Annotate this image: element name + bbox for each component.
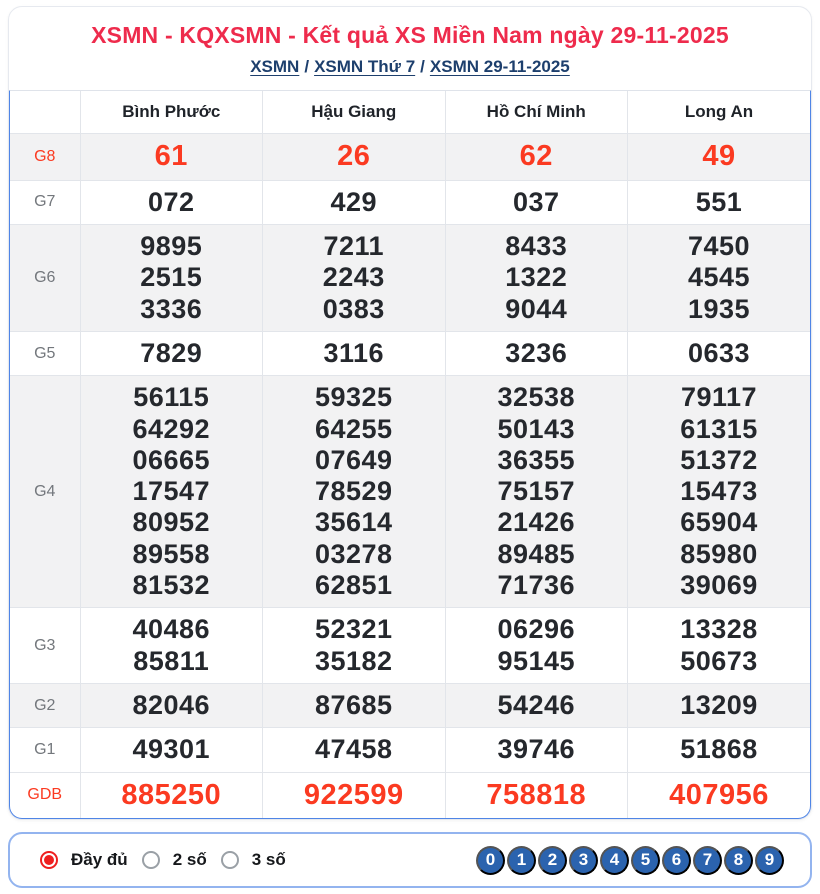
table-row (10, 180, 810, 224)
province-column-header: Hậu Giang (263, 91, 446, 134)
prize-number: 49301 (132, 734, 211, 765)
prize-cell (445, 134, 628, 181)
prize-cell (263, 180, 446, 224)
prize-cell (445, 376, 628, 608)
prize-number: 758818 (486, 778, 587, 811)
digit-button[interactable]: 2 (538, 846, 567, 875)
prize-number: 35182 (314, 645, 393, 676)
results-table-section (8, 90, 812, 820)
prize-label: G4 (10, 376, 80, 608)
prize-cell (628, 134, 811, 181)
prize-number: 7450 (687, 230, 751, 261)
prize-cell (80, 224, 263, 331)
prize-cell (628, 376, 811, 608)
prize-number: 71736 (497, 570, 576, 601)
column-header-row (10, 91, 810, 134)
prize-number: 32538 (497, 382, 576, 413)
prize-number: 13328 (680, 614, 758, 645)
prize-number: 80952 (132, 507, 211, 538)
results-table (10, 91, 810, 818)
radio-icon[interactable] (142, 851, 160, 869)
display-mode-option[interactable] (221, 850, 286, 870)
province-column-header: Bình Phước (80, 91, 263, 134)
digit-button[interactable]: 3 (569, 846, 598, 875)
radio-icon[interactable] (221, 851, 239, 869)
prize-number: 81532 (132, 570, 211, 601)
prize-number: 50143 (497, 413, 576, 444)
prize-cell (263, 224, 446, 331)
table-row (10, 331, 810, 375)
results-body (10, 134, 810, 819)
prize-cell (80, 772, 263, 818)
prize-number: 17547 (132, 476, 211, 507)
table-row (10, 224, 810, 331)
prize-number: 89485 (497, 538, 576, 569)
prize-number: 26 (337, 140, 371, 172)
prize-number: 0633 (687, 337, 751, 368)
table-row (10, 134, 810, 181)
prize-number: 62851 (314, 570, 393, 601)
prize-number: 922599 (303, 778, 404, 811)
prize-number: 62 (519, 140, 553, 172)
prize-number: 64255 (314, 413, 393, 444)
prize-number: 1935 (687, 293, 751, 324)
prize-label: G8 (10, 134, 80, 181)
province-column-header: Hồ Chí Minh (445, 91, 628, 134)
digit-button[interactable]: 6 (662, 846, 691, 875)
prize-number: 3236 (505, 337, 568, 368)
prize-number: 40486 (132, 614, 211, 645)
digit-button[interactable]: 7 (693, 846, 722, 875)
prize-number: 39069 (680, 570, 758, 601)
prize-cell (80, 180, 263, 224)
results-card (8, 6, 812, 820)
display-options-bar (8, 832, 812, 888)
prize-label: G5 (10, 331, 80, 375)
radio-label: 2 số (172, 850, 207, 870)
prize-number: 13209 (680, 690, 758, 720)
prize-label: GDB (10, 772, 80, 818)
prize-number: 9895 (140, 230, 203, 261)
province-column-header: Long An (628, 91, 811, 134)
prize-number: 2243 (322, 262, 385, 293)
breadcrumb-separator: / (304, 57, 310, 76)
prize-cell (445, 728, 628, 772)
prize-number: 87685 (314, 690, 393, 720)
prize-number: 0383 (322, 293, 385, 324)
prize-cell (80, 608, 263, 684)
breadcrumb-link[interactable]: XSMN 29-11-2025 (429, 57, 570, 76)
table-row (10, 376, 810, 608)
radio-label: Đầy đủ (71, 850, 128, 870)
prize-number: 21426 (497, 507, 576, 538)
table-row (10, 772, 810, 818)
prize-cell (628, 180, 811, 224)
prize-cell (445, 180, 628, 224)
prize-cell (263, 134, 446, 181)
breadcrumb (9, 55, 811, 90)
digit-button[interactable]: 8 (724, 846, 753, 875)
page-title: XSMN - KQXSMN - Kết quả XS Miền Nam ngày 29-11-2025 (91, 22, 729, 48)
prize-number: 82046 (132, 690, 211, 720)
prize-number: 75157 (497, 476, 576, 507)
prize-label: G7 (10, 180, 80, 224)
prize-number: 51372 (680, 444, 758, 475)
prize-cell (628, 224, 811, 331)
prize-cell (628, 608, 811, 684)
table-row (10, 684, 810, 728)
prize-number: 3116 (323, 337, 385, 368)
prize-number: 50673 (680, 645, 758, 676)
prize-number: 429 (330, 186, 378, 217)
prize-cell (445, 331, 628, 375)
prize-cell (445, 684, 628, 728)
prize-number: 85811 (133, 645, 210, 676)
digit-button[interactable]: 5 (631, 846, 660, 875)
prize-number: 35614 (314, 507, 393, 538)
prize-label: G6 (10, 224, 80, 331)
breadcrumb-link[interactable]: XSMN (250, 57, 300, 76)
prize-number: 56115 (133, 382, 210, 413)
prize-cell (263, 684, 446, 728)
digit-button[interactable]: 1 (507, 846, 536, 875)
radio-icon[interactable] (40, 851, 58, 869)
prize-number: 07649 (314, 444, 393, 475)
prize-number: 36355 (497, 444, 576, 475)
prize-cell (263, 728, 446, 772)
display-mode-radios (40, 850, 286, 870)
prize-number: 03278 (314, 538, 393, 569)
display-mode-option[interactable] (40, 850, 128, 870)
prize-number: 1322 (505, 262, 568, 293)
prize-number: 47458 (314, 734, 393, 765)
prize-label: G2 (10, 684, 80, 728)
digit-button[interactable]: 0 (476, 846, 505, 875)
prize-cell (263, 376, 446, 608)
table-row (10, 608, 810, 684)
prize-cell (628, 772, 811, 818)
prize-number: 3336 (140, 293, 203, 324)
prize-cell (445, 224, 628, 331)
prize-number: 61315 (680, 413, 758, 444)
prize-cell (628, 728, 811, 772)
prize-number: 885250 (121, 778, 222, 811)
prize-cell (263, 608, 446, 684)
prize-number: 06296 (497, 614, 576, 645)
prize-number: 407956 (669, 778, 769, 811)
digit-button[interactable]: 4 (600, 846, 629, 875)
table-row (10, 728, 810, 772)
prize-number: 2515 (140, 262, 203, 293)
prize-number: 65904 (680, 507, 758, 538)
prize-cell (445, 772, 628, 818)
prize-cell (80, 134, 263, 181)
prize-number: 7829 (140, 337, 203, 368)
prize-number: 9044 (505, 293, 568, 324)
prize-number: 85980 (680, 538, 758, 569)
prize-number: 52321 (314, 614, 393, 645)
breadcrumb-separator: / (420, 57, 425, 76)
prize-cell (628, 684, 811, 728)
prize-number: 39746 (497, 734, 576, 765)
prize-number: 49 (702, 140, 736, 172)
prize-number: 15473 (680, 476, 758, 507)
prize-cell (80, 728, 263, 772)
prize-cell (445, 608, 628, 684)
prize-number: 54246 (497, 690, 576, 720)
prize-cell (263, 331, 446, 375)
prize-label: G3 (10, 608, 80, 684)
prize-number: 89558 (132, 538, 211, 569)
breadcrumb-link[interactable]: XSMN Thứ 7 (314, 57, 416, 76)
display-mode-option[interactable] (142, 850, 207, 870)
prize-number: 072 (147, 186, 195, 217)
prize-column-header (10, 91, 80, 134)
prize-cell (263, 772, 446, 818)
prize-number: 78529 (314, 476, 393, 507)
prize-number: 551 (695, 186, 743, 217)
prize-label: G1 (10, 728, 80, 772)
prize-number: 7211 (323, 230, 385, 261)
prize-number: 8433 (505, 230, 568, 261)
prize-number: 59325 (314, 382, 393, 413)
radio-label: 3 số (251, 850, 286, 870)
prize-number: 51868 (680, 734, 758, 765)
prize-number: 64292 (132, 413, 211, 444)
prize-cell (80, 331, 263, 375)
prize-number: 06665 (132, 444, 211, 475)
prize-number: 037 (512, 186, 560, 217)
prize-number: 4545 (687, 262, 751, 293)
prize-number: 61 (154, 140, 188, 172)
prize-number: 95145 (497, 645, 576, 676)
prize-cell (80, 684, 263, 728)
digit-button[interactable]: 9 (755, 846, 784, 875)
prize-number: 79117 (680, 382, 758, 413)
digit-buttons (476, 846, 784, 875)
prize-cell (628, 331, 811, 375)
prize-cell (80, 376, 263, 608)
